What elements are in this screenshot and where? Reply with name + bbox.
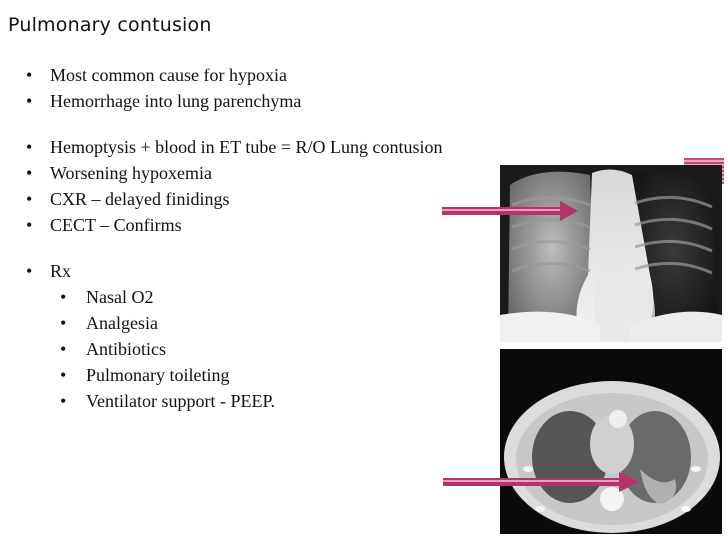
arrow-xray-icon xyxy=(442,199,582,223)
sub-bullet-text: Ventilator support - PEEP. xyxy=(86,391,275,411)
bullet-text: Most common cause for hypoxia xyxy=(50,65,287,85)
chest-ct-image xyxy=(500,349,722,534)
sub-bullet-text: Pulmonary toileting xyxy=(86,365,230,385)
bullet-text: Worsening hypoxemia xyxy=(50,163,213,183)
bullet-dot-icon: • xyxy=(60,391,67,411)
bullet-text: CXR – delayed finidings xyxy=(50,189,230,209)
chest-xray-image xyxy=(500,165,722,342)
bullet-text: CECT – Confirms xyxy=(50,215,182,235)
sub-bullet-text: Antibiotics xyxy=(86,339,166,359)
bullet-dot-icon: • xyxy=(60,339,67,359)
bullet-dot-icon: • xyxy=(26,137,33,157)
bullet-dot-icon: • xyxy=(26,215,33,235)
sub-bullet-text: Nasal O2 xyxy=(86,287,154,307)
sub-bullet-text: Analgesia xyxy=(86,313,158,333)
bullet-dot-icon: • xyxy=(26,189,33,209)
bullet-text: Hemorrhage into lung parenchyma xyxy=(50,91,302,111)
arrow-ct-icon xyxy=(443,470,643,494)
bullet-dot-icon: • xyxy=(60,287,67,307)
bullet-dot-icon: • xyxy=(26,65,33,85)
bullet-dot-icon: • xyxy=(26,163,33,183)
slide-title: Pulmonary contusion xyxy=(8,14,212,36)
bullet-dot-icon: • xyxy=(60,365,67,385)
bullet-text: Hemoptysis + blood in ET tube = R/O Lung contusion xyxy=(50,137,443,157)
bullet-dot-icon: • xyxy=(26,261,33,281)
bullet-text: Rx xyxy=(50,261,72,281)
bullet-dot-icon: • xyxy=(26,91,33,111)
bullet-dot-icon: • xyxy=(60,313,67,333)
